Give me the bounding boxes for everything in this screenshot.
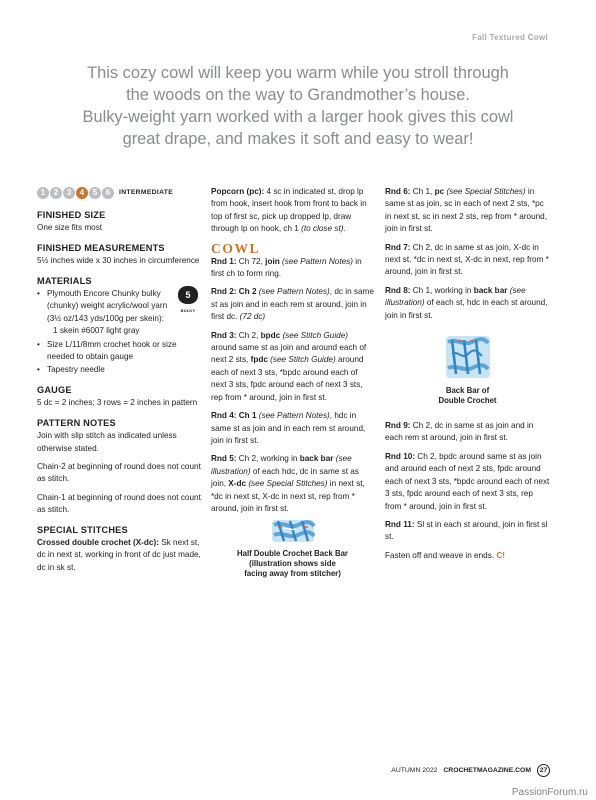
- yarn-weight-number: 5: [178, 286, 198, 304]
- round-text-bold: bpdc: [260, 330, 281, 340]
- round-2: [211, 286, 374, 323]
- round-label: Rnd 1:: [211, 256, 237, 266]
- round-6: [385, 186, 550, 236]
- round-text-italic: (see Pattern Notes): [256, 287, 330, 297]
- pattern-note: Join with slip stitch as indicated unless otherwise stated.: [37, 431, 177, 453]
- intro-line: great drape, and makes it soft and easy to wear!: [122, 130, 474, 148]
- round-10: [385, 451, 550, 513]
- round-text: of each st, hdc in each st around, join in first st.: [385, 298, 548, 320]
- gauge-heading: GAUGE: [37, 384, 72, 395]
- yarn-weight-icon: [178, 286, 198, 314]
- caption-line: (illustration shows side: [249, 559, 336, 569]
- round-text-italic: (see Stitch Guide): [280, 330, 348, 340]
- round-label: Rnd 2:: [211, 287, 237, 297]
- gauge-text: 5 dc = 2 inches; 3 rows = 2 inches in pattern: [37, 398, 198, 408]
- round-text: , dc in same st as join and in each rem st around, join in first dc.: [211, 287, 374, 322]
- round-text-italic: (see Pattern Notes): [279, 256, 353, 266]
- round-text-italic: (see Special Stitches): [246, 479, 328, 489]
- round-9: [385, 420, 550, 445]
- pattern-note: Chain-2 at beginning of round does not count as stitch.: [37, 461, 201, 484]
- special-stitches-heading: SPECIAL STITCHES: [37, 524, 128, 535]
- stitch-name: Crossed double crochet (X-dc):: [37, 537, 159, 547]
- finished-size-text: One size fits most: [37, 223, 103, 233]
- skill-level-circle: 2: [50, 187, 62, 199]
- round-text-bold: back bar: [299, 454, 334, 464]
- round-text-bold: pc: [434, 187, 445, 196]
- round-1: [211, 256, 374, 281]
- round-text-bold: X-dc: [228, 479, 247, 489]
- column-right: [385, 186, 550, 568]
- intro-line: Bulky-weight yarn worked with a larger hook gives this cowl: [82, 108, 514, 126]
- special-stitch-popcorn: [211, 186, 374, 236]
- finishing: [385, 550, 550, 562]
- skill-level-circle: 3: [63, 187, 75, 199]
- round-text-bold: join: [265, 256, 280, 266]
- round-text: around each of next 3 sts, *bpdc around each of next 3 sts, fpdc around each of next 3 sts, rep from * around, join in first st.: [211, 355, 364, 402]
- round-7: [385, 242, 550, 279]
- round-text: Ch 2, dc in same st as join, X-dc in next st, *dc in next st, X-dc in next, rep from * around, join in first st.: [385, 242, 549, 277]
- round-label: Rnd 6:: [385, 187, 411, 196]
- materials-item: [37, 339, 202, 364]
- round-text: in next st, *dc in next st, X-dc in next st, rep from * around, join in first st.: [211, 479, 365, 513]
- skill-level-circle: 1: [37, 187, 49, 199]
- round-text: in same st as join, sc in each of next 2 sts, *pc in next st, sc in next 2 sts, rep from * around, join in first st.: [385, 187, 548, 234]
- dc-back-bar-illustration: [442, 332, 494, 382]
- column-left: [37, 186, 202, 580]
- round-label: Rnd 7:: [385, 242, 411, 252]
- dc-back-bar-caption: [385, 386, 550, 406]
- round-text: , hdc in same st as join and in each rem st around, join in first st.: [211, 411, 366, 445]
- stitch-text-italic: (to close st).: [301, 224, 346, 234]
- round-text: Ch 72,: [236, 256, 266, 266]
- finishing-text: Fasten off and weave in ends.: [385, 550, 495, 560]
- round-text-italic: (see Special Stitches): [444, 187, 526, 196]
- round-text-bold: Ch 1: [236, 411, 257, 421]
- footer-magazine: CROCHETMAGAZINE.COM: [443, 767, 531, 774]
- round-8: [385, 285, 550, 322]
- intro-line: This cozy cowl will keep you warm while you stroll through: [87, 64, 509, 82]
- skill-level-circle: 5: [89, 187, 101, 199]
- round-text: Ch 1, working in: [410, 285, 474, 295]
- stitch-text: 4 sc in indicated st, drop lp from hook, insert hook from front to back in top of first sc, pick up dropped lp, draw through lp on hook, ch 1: [211, 187, 367, 234]
- column-middle: [211, 186, 374, 585]
- caption-line: Double Crochet: [438, 396, 497, 406]
- materials-item-text: Plymouth Encore Chunky bulky (chunky) weight acrylic/wool yarn (3½ oz/143 yds/100g per skein):: [47, 289, 168, 323]
- footer-issue: AUTUMN 2022: [391, 767, 438, 774]
- skill-level-label: INTERMEDIATE: [119, 188, 174, 196]
- intro-text: [60, 62, 536, 150]
- round-label: Rnd 5:: [211, 454, 237, 464]
- round-11: [385, 519, 550, 544]
- round-text-italic: (72 dc): [239, 312, 266, 322]
- round-text-italic: (see Stitch Guide): [267, 355, 336, 365]
- cowl-heading: COWL: [211, 240, 261, 256]
- round-text-bold: fpdc: [250, 355, 268, 365]
- round-3: [211, 330, 374, 404]
- round-text: around same st as join and around each of next 2 sts,: [211, 343, 367, 365]
- section-title: Fall Textured Cowl: [472, 33, 548, 42]
- round-text: Sl st in each st around, join in first sl st.: [385, 519, 548, 542]
- hdc-back-bar-caption: [211, 549, 374, 579]
- yarn-weight-word: BULKY: [180, 308, 196, 314]
- round-text: in first ch to form ring.: [211, 256, 362, 279]
- round-text: of each hdc, dc in same st as join,: [211, 466, 359, 489]
- round-text: Ch 2,: [236, 330, 261, 340]
- round-text: Ch 2, bpdc around same st as join and around each of next 2 sts, fpdc around each of next 3 sts, *bpdc around each of next 3 sts, fpdc around each of next 3 sts, rep from * around, join in first st.: [385, 451, 550, 511]
- caption-line: Back Bar of: [445, 386, 490, 396]
- round-label: Rnd 3:: [211, 330, 237, 340]
- page-footer: [391, 764, 550, 777]
- round-text-italic: (see illustration): [211, 454, 352, 476]
- skill-level-circle-active: 4: [76, 187, 88, 199]
- pattern-notes-heading: PATTERN NOTES: [37, 417, 116, 428]
- materials-item-sub: 1 skein #6007 light gray: [53, 326, 140, 336]
- caption-line: Half Double Crochet Back Bar: [237, 549, 348, 559]
- finished-size-heading: FINISHED SIZE: [37, 210, 106, 220]
- end-of-pattern-icon: C!: [496, 550, 506, 560]
- materials-heading: MATERIALS: [37, 275, 92, 286]
- round-5: [211, 453, 374, 515]
- round-label: Rnd 4:: [211, 411, 237, 421]
- round-text: Ch 2, dc in same st as join and in each rem st around, join in first st.: [385, 421, 534, 443]
- round-text-italic: (see Pattern Notes): [256, 411, 330, 421]
- round-text-bold: back bar: [473, 285, 508, 295]
- pattern-note: Chain-1 at beginning of round does not count as stitch.: [37, 492, 201, 515]
- finished-measurements-text: 5½ inches wide x 30 inches in circumference: [37, 256, 200, 266]
- page-number: 27: [537, 764, 550, 777]
- round-label: Rnd 10:: [385, 451, 416, 461]
- stitch-text: Sk next st, dc in next st, working in front of dc just made, dc in sk st.: [37, 537, 201, 572]
- round-text: Ch 2, working in: [236, 454, 300, 464]
- caption-line: facing away from stitcher): [244, 569, 341, 579]
- intro-line: the woods on the way to Grandmother’s house.: [126, 86, 470, 104]
- materials-item: [37, 364, 202, 376]
- materials-item-text: Tapestry needle: [47, 365, 105, 375]
- skill-level: [37, 186, 202, 200]
- round-4: [211, 410, 374, 447]
- round-label: Rnd 8:: [385, 285, 411, 295]
- round-label: Rnd 11:: [385, 519, 415, 529]
- skill-level-circle: 6: [102, 187, 114, 199]
- round-text: Ch 1,: [410, 187, 435, 196]
- stitch-name: Popcorn (pc):: [211, 187, 265, 196]
- round-text-italic: (see illustration): [385, 285, 526, 308]
- special-stitch-xdc: [37, 537, 202, 574]
- materials-item-text: Size L/11/8mm crochet hook or size needed to obtain gauge: [47, 339, 177, 362]
- watermark: PassionForum.ru: [511, 787, 588, 798]
- hdc-back-bar-illustration: [270, 517, 316, 545]
- finished-measurements-heading: FINISHED MEASUREMENTS: [37, 242, 165, 253]
- round-text-bold: Ch 2: [236, 287, 257, 297]
- materials-list: [37, 288, 202, 377]
- materials-item: [37, 288, 202, 338]
- round-label: Rnd 9:: [385, 421, 411, 431]
